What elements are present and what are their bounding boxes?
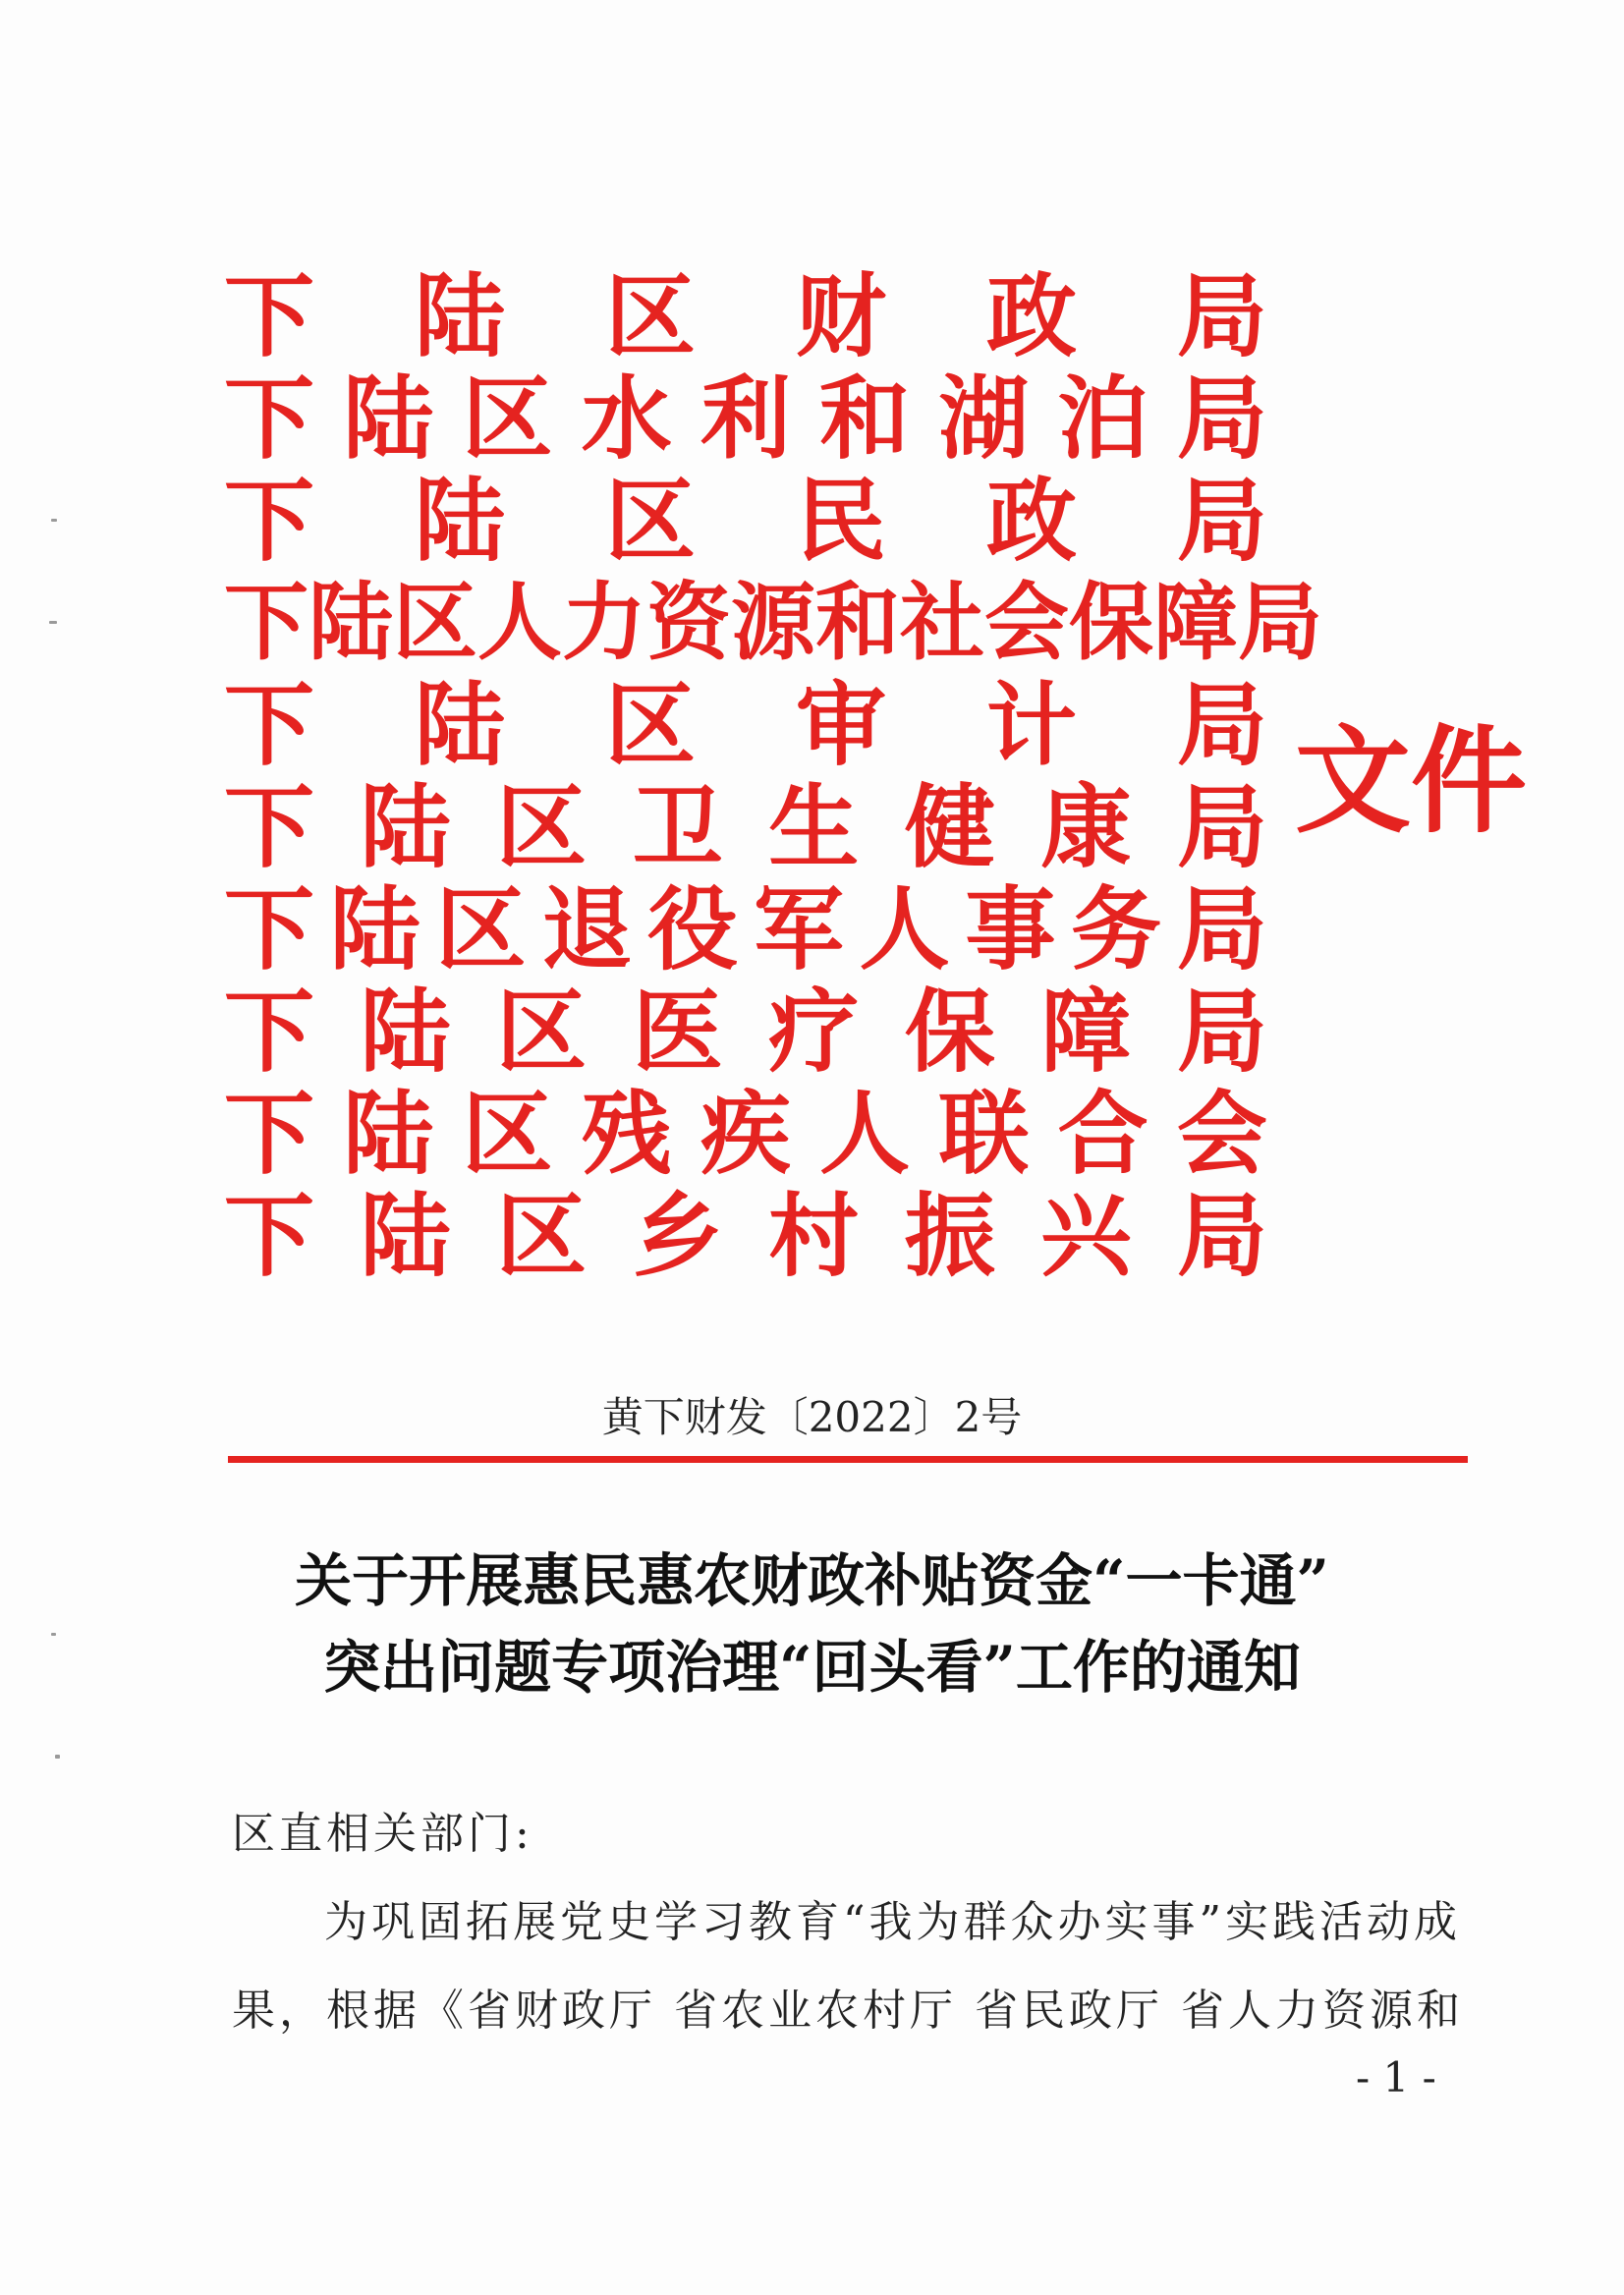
body-paragraph-line-2: 果，根据《省财政厅 省农业农村厅 省民政厅 省人力资源和: [232, 1986, 1464, 2036]
issuer-health-bureau: 下 陆 区 卫 生 健 康 局: [224, 774, 1267, 880]
document-title-line-1: 关于开展惠民惠农财政补贴资金“一卡通”: [295, 1547, 1329, 1614]
issuer-human-resources-bureau: 下 陆 区 人 力 资 源 和 社 会 保 障 局: [224, 573, 1322, 672]
scan-speck: [51, 1633, 56, 1636]
issuer-rural-revitalization-bureau: 下 陆 区 乡 村 振 兴 局: [224, 1183, 1267, 1289]
document-word: 文件: [1295, 712, 1528, 849]
salutation: 区直相关部门:: [232, 1809, 533, 1859]
issuer-medical-security-bureau: 下 陆 区 医 疗 保 障 局: [224, 979, 1267, 1085]
scan-speck: [51, 519, 57, 522]
issuer-finance-bureau: 下 陆 区 财 政 局: [224, 263, 1267, 369]
issuing-authorities: [224, 263, 1322, 1289]
page-number: - 1 -: [1356, 2053, 1436, 2101]
document-title-line-2: 突出问题专项治理“回头看”工作的通知: [323, 1634, 1301, 1701]
issuer-civil-affairs-bureau: 下 陆 区 民 政 局: [224, 468, 1267, 574]
issuer-water-resources-bureau: 下 陆 区 水 利 和 湖 泊 局: [224, 365, 1267, 472]
body-paragraph-line-1: 为巩固拓展党史学习教育“我为群众办实事”实践活动成: [324, 1897, 1461, 1947]
issuer-audit-bureau: 下 陆 区 审 计 局: [224, 672, 1267, 778]
red-separator-line: [228, 1456, 1468, 1463]
scan-speck: [55, 1755, 60, 1759]
document-number: 黄下财发〔2022〕2号: [601, 1393, 1023, 1441]
scan-speck: [49, 621, 57, 624]
issuer-disabled-persons-federation: 下 陆 区 残 疾 人 联 合 会: [224, 1081, 1267, 1187]
issuer-veterans-affairs-bureau: 下 陆 区 退 役 军 人 事 务 局: [224, 876, 1267, 982]
